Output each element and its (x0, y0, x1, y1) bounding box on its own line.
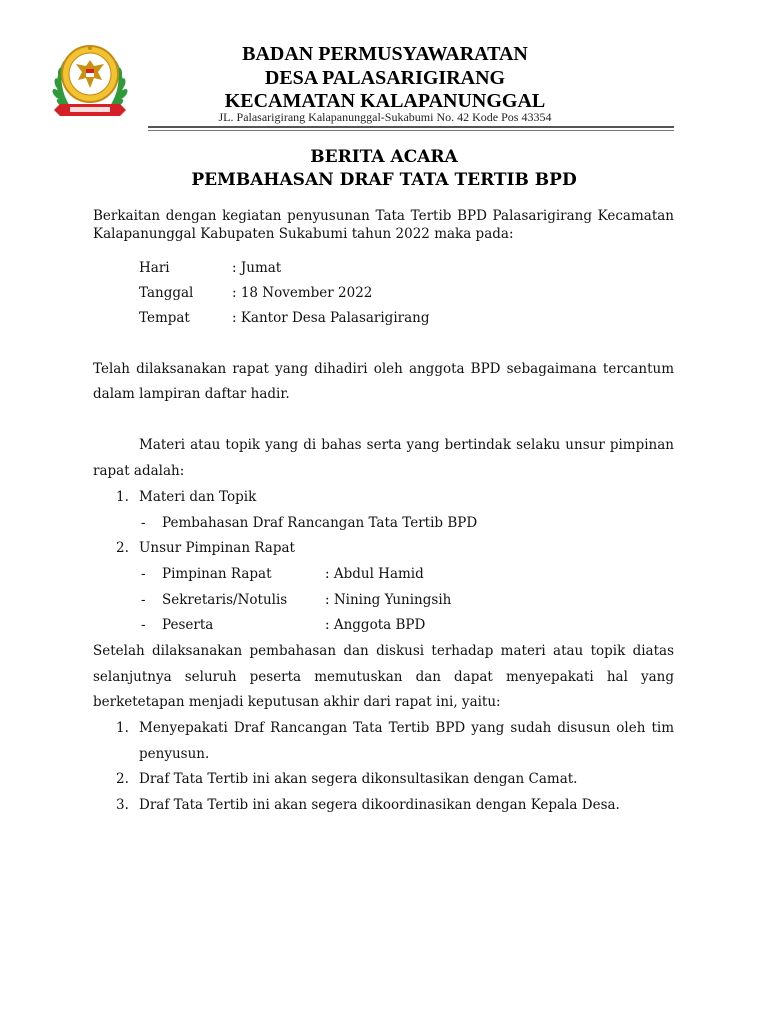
detail-value-tanggal: : 18 November 2022 (232, 285, 373, 301)
sub-value-sekretaris: : Nining Yuningsih (325, 592, 452, 608)
decision-number: 2. (116, 771, 129, 787)
para4-line-1: Setelah dilaksanakan pembahasan dan diskusi terhadap materi atau topik diatas (93, 643, 674, 659)
document-subtitle: PEMBAHASAN DRAF TATA TERTIB BPD (191, 170, 577, 190)
sub-dash: - (141, 592, 146, 608)
bpd-logo (46, 34, 134, 122)
para4-line-2: selanjutnya seluruh peserta memutuskan dan dapat menyepakati hal yang (93, 669, 674, 685)
document-title: BERITA ACARA (310, 147, 458, 167)
letterhead-line-1: BADAN PERMUSYAWARATAN (242, 43, 528, 65)
sub-label-pimpinan-rapat: Pimpinan Rapat (162, 566, 272, 582)
item-number: 1. (116, 489, 129, 505)
decision-number: 1. (116, 720, 129, 736)
intro-line-1: Berkaitan dengan kegiatan penyusunan Tata Tertib BPD Palasarigirang Kecamatan (93, 208, 674, 224)
sub-label-peserta: Peserta (162, 617, 214, 633)
item-label-pimpinan: Unsur Pimpinan Rapat (139, 540, 295, 556)
para2-line-1: Telah dilaksanakan rapat yang dihadiri oleh anggota BPD sebagaimana tercantum (93, 361, 674, 377)
sub-value-peserta: : Anggota BPD (325, 617, 426, 633)
detail-label-tanggal: Tanggal (139, 285, 194, 301)
sub-dash: - (141, 617, 146, 633)
letterhead-line-2: DESA PALASARIGIRANG (264, 67, 506, 89)
sub-dash: - (141, 566, 146, 582)
letterhead-divider-thin (148, 130, 674, 131)
decision-1-line-1: Menyepakati Draf Rancangan Tata Tertib BPD yang sudah disusun oleh tim (139, 720, 674, 736)
decision-1-line-2: penyusun. (139, 746, 210, 762)
letterhead-address: JL. Palasarigirang Kalapanunggal-Sukabumi No. 42 Kode Pos 43354 (218, 110, 552, 124)
sub-value-pimpinan-rapat: : Abdul Hamid (325, 566, 424, 582)
decision-2: Draf Tata Tertib ini akan segera dikonsultasikan dengan Camat. (139, 771, 578, 787)
decision-number: 3. (116, 797, 129, 813)
intro-line-2: Kalapanunggal Kabupaten Sukabumi tahun 2022 maka pada: (93, 226, 514, 242)
sub-item-text: Pembahasan Draf Rancangan Tata Tertib BPD (162, 515, 478, 531)
letterhead-divider (148, 126, 674, 128)
item-number: 2. (116, 540, 129, 556)
detail-value-tempat: : Kantor Desa Palasarigirang (232, 310, 430, 326)
item-label-materi: Materi dan Topik (139, 489, 257, 505)
decision-3: Draf Tata Tertib ini akan segera dikoordinasikan dengan Kepala Desa. (139, 797, 620, 813)
para2-line-2: dalam lampiran daftar hadir. (93, 386, 290, 402)
detail-value-hari: : Jumat (232, 260, 282, 276)
para3-line-1: Materi atau topik yang di bahas serta yang bertindak selaku unsur pimpinan (139, 437, 674, 453)
para4-line-3: berketetapan menjadi keputusan akhir dari rapat ini, yaitu: (93, 694, 501, 710)
sub-label-sekretaris: Sekretaris/Notulis (162, 592, 288, 608)
sub-dash: - (141, 515, 146, 531)
para3-line-2: rapat adalah: (93, 463, 185, 479)
letterhead-line-3: KECAMATAN KALAPANUNGGAL (224, 90, 546, 112)
detail-label-tempat: Tempat (139, 310, 190, 326)
detail-label-hari: Hari (139, 260, 170, 276)
